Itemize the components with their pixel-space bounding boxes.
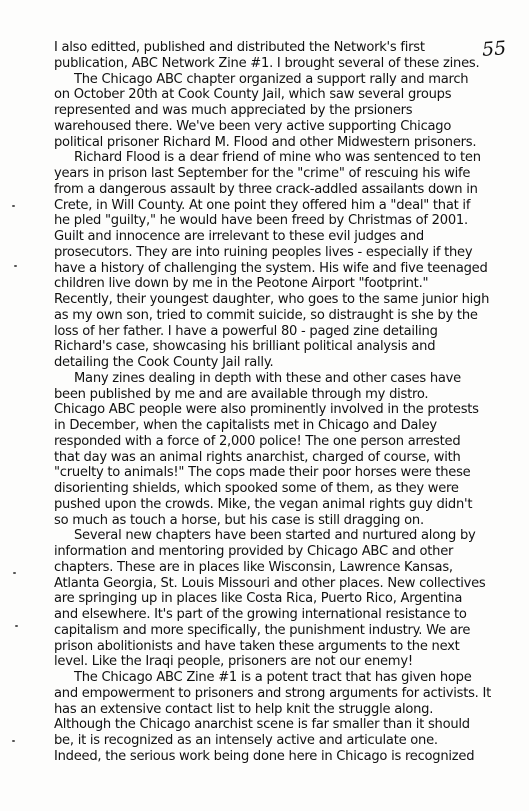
text-line: I also editted, published and distributed the Network's first — [54, 40, 425, 55]
text-line: Richard's case, showcasing his brilliant political analysis and — [54, 339, 436, 355]
text-line: "cruelty to animals!" The cops made their poor horses were these — [54, 465, 471, 481]
text-line: Indeed, the serious work being done here in Chicago is recognized — [54, 748, 475, 764]
text-line: chapters. These are in places like Wisconsin, Lawrence Kansas, — [54, 559, 453, 575]
text-line: and elsewhere. It's part of the growing international resistance to — [54, 607, 467, 622]
text-line: prosecutors. They are into ruining peoples lives - especially if they — [54, 244, 473, 260]
margin-mark — [12, 740, 15, 742]
text-line: so much as touch a horse, but his case is still dragging on. — [54, 512, 424, 528]
text-line: from a dangerous assault by three crack-addled assailants down in — [54, 181, 478, 197]
text-line: disorienting shields, which spooked some of them, as they were — [54, 481, 459, 496]
text-line: detailing the Cook County Jail rally. — [54, 355, 274, 370]
text-line: children live down by me in the Peotone Airport "footprint." — [54, 276, 429, 292]
margin-mark — [15, 625, 18, 627]
text-line: Crete, in Will County. At one point they offered him a "deal" that if — [54, 197, 471, 213]
text-line: prison abolitionists and have taken these arguments to the next — [54, 638, 460, 654]
text-line: information and mentoring provided by Chicago ABC and other — [54, 544, 454, 559]
text-line: years in prison last September for the "crime" of rescuing his wife — [54, 166, 471, 181]
margin-mark — [13, 572, 16, 574]
margin-mark — [14, 265, 17, 267]
text-line: Richard Flood is a dear friend of mine who was sentenced to ten — [74, 150, 481, 166]
margin-mark — [12, 205, 15, 207]
text-line: he pled "guilty," he would have been freed by Christmas of 2001. — [54, 213, 468, 229]
text-line: on October 20th at Cook County Jail, which saw several groups — [54, 87, 452, 103]
text-line: be, it is recognized as an intensely active and articulate one. — [54, 733, 438, 748]
text-line: represented and was much appreciated by the prsioners — [54, 103, 413, 118]
body-text — [54, 40, 524, 765]
text-line: Many zines dealing in depth with these and other cases have — [74, 370, 461, 386]
text-line: in December, when the capitalists met in Chicago and Daley — [54, 418, 437, 433]
text-line: The Chicago ABC chapter organized a support rally and march — [74, 71, 469, 87]
text-line: as my own son, tried to commit suicide, so distraught is she by the — [54, 307, 478, 323]
text-line: publication, ABC Network Zine #1. I brought several of these zines. — [54, 55, 480, 71]
text-line: and empowerment to prisoners and strong arguments for activists. It — [54, 685, 491, 701]
text-line: level. Like the Iraqi people, prisoners are not our enemy! — [54, 654, 413, 670]
text-line: political prisoner Richard M. Flood and other Midwestern prisoners. — [54, 134, 477, 150]
text-line: responded with a force of 2,000 police! The one person arrested — [54, 433, 461, 449]
text-line: has an extensive contact list to help knit the struggle along. — [54, 701, 434, 717]
text-line: Atlanta Georgia, St. Louis Missouri and other places. New collectives — [54, 575, 486, 591]
text-line: Chicago ABC people were also prominently involved in the protests — [54, 402, 479, 418]
text-line: loss of her father. I have a powerful 80 - paged zine detailing — [54, 323, 438, 339]
text-line: Recently, their youngest daughter, who goes to the same junior high — [54, 292, 490, 307]
page-number: 55 — [481, 37, 507, 61]
text-line: been published by me and are available through my distro. — [54, 386, 429, 402]
text-line: have a history of challenging the system. His wife and five teenaged — [54, 260, 488, 276]
text-line: capitalism and more specifically, the punishment industry. We are — [54, 622, 471, 638]
text-line: Guilt and innocence are irrelevant to these evil judges and — [54, 229, 424, 244]
text-line: pushed upon the crowds. Mike, the vegan animal rights guy didn't — [54, 496, 473, 512]
text-line: The Chicago ABC Zine #1 is a potent tract that has given hope — [74, 670, 472, 685]
text-line: warehoused there. We've been very active supporting Chicago — [54, 118, 452, 134]
text-line: that day was an animal rights anarchist, charged of course, with — [54, 449, 461, 465]
text-line: are springing up in places like Costa Rica, Puerto Rico, Argentina — [54, 591, 463, 607]
text-line: Although the Chicago anarchist scene is far smaller than it should — [54, 717, 470, 733]
text-line: Several new chapters have been started and nurtured along by — [74, 528, 476, 544]
